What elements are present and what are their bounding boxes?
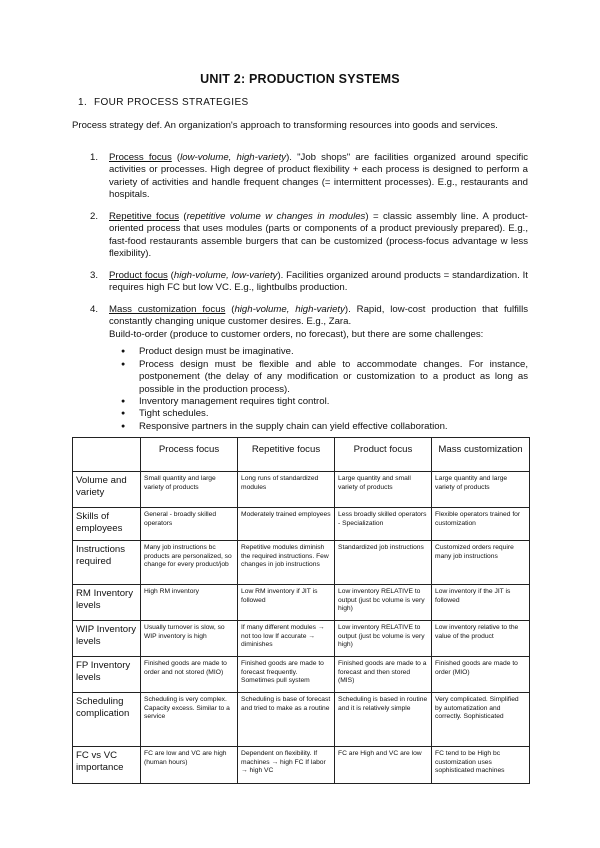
row-label: Scheduling complication [73, 693, 141, 747]
challenge-list [121, 346, 528, 433]
table-cell: Standardized job instructions [335, 541, 432, 585]
table-cell: Low inventory RELATIVE to output (just bc volume is very high) [335, 621, 432, 657]
table-cell: Scheduling is very complex. Capacity excess. Similar to a service [141, 693, 238, 747]
table-cell: Customized orders require many job instructions [432, 541, 530, 585]
challenge-item: ● Responsive partners in the supply chain can yield effective collaboration. [121, 421, 528, 433]
table-cell: Moderately trained employees [238, 508, 335, 541]
strategy-text: = classic assembly line. A product-oriented process that uses modules (parts or components of a product previously prepared). E.g., fast-food restaurants assemble burgers that can be customized (process-focus advantage w less flexibility). [109, 210, 528, 260]
table-cell: Scheduling is based in routine and it is relatively simple [335, 693, 432, 747]
section-label: FOUR PROCESS STRATEGIES [94, 97, 249, 108]
strategy-item: 4. Mass customization focus (high-volume, high-variety). Rapid, low-cost production that fulfills constantly changing unique customer desires. E.g., Zara. Build-to-order (produce to customer orders, no forecast), but there are some challenges: ● Product design must be imaginative. ● Process design must be flexible and able to accommodate changes. For instance, postponement (the delay of any modification or customization to a product as long as possible in the production process). ● Inventory management requires tight control. ● Tight schedules. ● Responsive partners in the supply chain can yield effective collaboration. [90, 304, 528, 434]
table-header-cell: Repetitive focus [238, 438, 335, 472]
challenge-item: ● Process design must be flexible and able to accommodate changes. For instance, postponement (the delay of any modification or customization to a product as long as possible in the production process). [121, 359, 528, 396]
strategy-name: Product focus [109, 269, 168, 281]
strategy-qualifier: low-volume, high-variety [180, 152, 287, 163]
table-cell: Very complicated. Simplified by automatization and correctly. Sophisticated [432, 693, 530, 747]
table-cell: Dependent on flexibility. If machines → high FC If labor → high VC [238, 747, 335, 784]
table-cell: Large quantity and small variety of products [335, 472, 432, 508]
strategy-number: 2. [90, 210, 99, 222]
strategy-item: 1. Process focus (low-volume, high-variety). "Job shops" are facilities organized around specific activities or processes. High degree of product flexibility + each process is designed to perform a variety of activities and handle frequent changes (= intermittent processes). E.g., restaurants and hospitals. [90, 152, 528, 201]
strategy-number: 1. [90, 152, 99, 163]
challenge-item: ● Inventory management requires tight control. [121, 396, 528, 408]
strategy-name: Process focus [109, 152, 172, 163]
table-cell: Scheduling is base of forecast and tried to make as a routine [238, 693, 335, 747]
row-label: Instructions required [73, 541, 141, 585]
table-cell: Finished goods are made to a forecast and then stored (MIS) [335, 657, 432, 693]
table-cell: Flexible operators trained for customization [432, 508, 530, 541]
challenge-item: ● Tight schedules. [121, 408, 528, 420]
strategy-text: . Facilities organized around products = standardization. It requires high FC but low VC. E.g., lightbulbs production. [109, 269, 528, 294]
table-cell: If many different modules → not too low If accurate → diminishes [238, 621, 335, 657]
strategy-qualifier: high-volume, low-variety [173, 269, 278, 281]
table-row [73, 541, 530, 585]
table-cell: Long runs of standardized modules [238, 472, 335, 508]
strategy-name: Mass customization focus [109, 303, 226, 315]
table-cell: Repetitive modules diminish the required instructions. Few changes in job instructions [238, 541, 335, 585]
table-header-row [73, 438, 530, 472]
table-row [73, 621, 530, 657]
table-row [73, 508, 530, 541]
section-number: 1. [78, 97, 88, 108]
table-row [73, 585, 530, 621]
strategy-item: 3. Product focus (high-volume, low-variety). Facilities organized around products = standardization. It requires high FC but low VC. E.g., lightbulbs production. [90, 269, 528, 294]
table-cell: Low inventory relative to the value of the product [432, 621, 530, 657]
row-label: Volume and variety [73, 472, 141, 508]
table-cell: Usually turnover is slow, so WIP inventory is high [141, 621, 238, 657]
table-cell: Finished goods are made to order and not stored (MIO) [141, 657, 238, 693]
strategy-qualifier: repetitive volume w changes in modules [186, 210, 366, 222]
row-label: WIP Inventory levels [73, 621, 141, 657]
table-cell: Finished goods are made to order (MIO) [432, 657, 530, 693]
table-cell: Large quantity and large variety of products [432, 472, 530, 508]
table-row [73, 472, 530, 508]
table-row [73, 693, 530, 747]
table-cell: General - broadly skilled operators [141, 508, 238, 541]
row-label: RM Inventory levels [73, 585, 141, 621]
strategy-list [90, 152, 528, 442]
strategy-qualifier: high-volume, high-variety [234, 303, 345, 315]
strategy-text: . "Job shops" are facilities organized around specific activities or processes. High degree of product flexibility + each process is designed to perform a variety of activities and handle frequent changes (= intermittent processes). E.g., restaurants and hospitals. [109, 152, 528, 201]
table-row [73, 657, 530, 693]
comparison-table [72, 437, 530, 784]
table-cell: Finished goods are made to forecast frequently. Sometimes pull system [238, 657, 335, 693]
strategy-name: Repetitive focus [109, 210, 179, 222]
table-row [73, 747, 530, 784]
page-title: UNIT 2: PRODUCTION SYSTEMS [200, 72, 400, 86]
strategy-text: . Rapid, low-cost production that fulfills constantly changing unique customer desires. E.g., Zara. [109, 303, 528, 328]
intro-paragraph: Process strategy def. An organization's approach to transforming resources into goods and services. [72, 120, 498, 131]
row-label: Skills of employees [73, 508, 141, 541]
table-cell: Small quantity and large variety of products [141, 472, 238, 508]
table-cell: FC are low and VC are high (human hours) [141, 747, 238, 784]
strategy-number: 4. [90, 303, 99, 315]
table-cell: Many job instructions bc products are personalized, so change for every product/job [141, 541, 238, 585]
table-cell: FC tend to be High bc customization uses sophisticated machines [432, 747, 530, 784]
strategy-item: 2. Repetitive focus (repetitive volume w changes in modules) = classic assembly line. A product-oriented process that uses modules (parts or components of a product previously prepared). E.g., fast-food restaurants assemble burgers that can be customized (process-focus advantage w less flexibility). [90, 210, 528, 260]
table-header-cell [73, 438, 141, 472]
row-label: FC vs VC importance [73, 747, 141, 784]
challenge-item: ● Product design must be imaginative. [121, 346, 528, 358]
strategy-number: 3. [90, 269, 99, 281]
section-heading [78, 96, 249, 109]
table-cell: Low RM inventory if JIT is followed [238, 585, 335, 621]
strategy-extra: Build-to-order (produce to customer orders, no forecast), but there are some challenges: [109, 328, 484, 340]
table-cell: FC are High and VC are low [335, 747, 432, 784]
table-header-cell: Process focus [141, 438, 238, 472]
table-cell: High RM inventory [141, 585, 238, 621]
table-cell: Low inventory RELATIVE to output (just bc volume is very high) [335, 585, 432, 621]
table-header-cell: Product focus [335, 438, 432, 472]
table-header-cell: Mass customization [432, 438, 530, 472]
table-cell: Less broadly skilled operators - Specialization [335, 508, 432, 541]
table-cell: Low inventory if the JIT is followed [432, 585, 530, 621]
row-label: FP Inventory levels [73, 657, 141, 693]
